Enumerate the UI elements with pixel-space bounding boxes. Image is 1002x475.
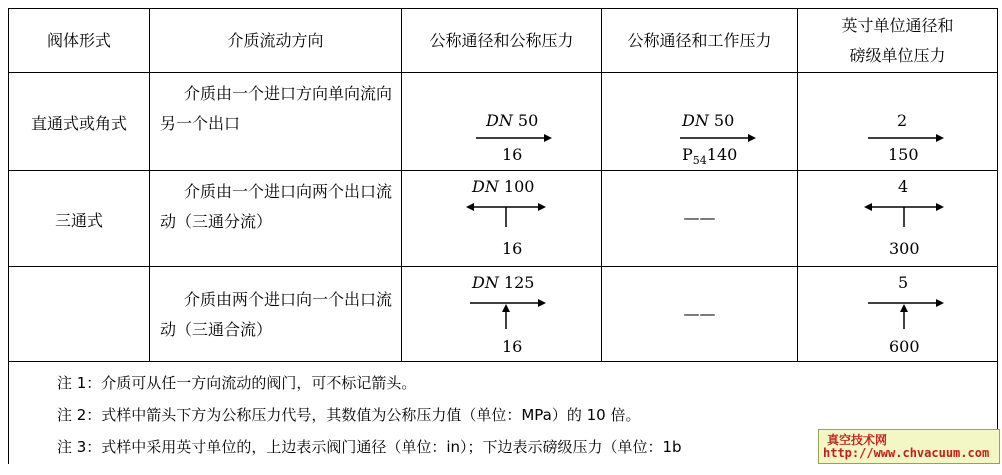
- working-pressure: $P_{54}140$: [682, 145, 738, 168]
- not-applicable: ——: [683, 304, 716, 323]
- dn-label: DN: [472, 273, 499, 292]
- dn-value: 125: [503, 273, 535, 292]
- nominal-cell: [401, 73, 601, 171]
- body-type-cell: [9, 267, 149, 362]
- imperial-class: 600: [889, 337, 920, 356]
- working-cell: [601, 171, 797, 267]
- note-3: 注 3：式样中采用英寸单位的，上边表示阀门通径（单位：in）；下边表示磅级压力（单位：1b: [57, 438, 682, 456]
- dn-label: DN: [472, 177, 499, 196]
- pn-value: 16: [502, 239, 523, 258]
- dn-value: 50: [713, 111, 735, 130]
- dn-label: DN: [682, 111, 709, 130]
- merge-arrow-icon: [864, 295, 944, 331]
- pn-value: 16: [502, 145, 523, 164]
- watermark-title: 真空技术网: [827, 433, 888, 447]
- header-flow-direction: 介质流动方向: [149, 9, 401, 72]
- imperial-class: 150: [888, 145, 919, 164]
- nominal-cell: [401, 171, 601, 267]
- split-arrow-icon: [466, 199, 546, 229]
- dn-value: 50: [517, 111, 539, 130]
- right-arrow-icon: [678, 131, 758, 145]
- flow-description: 介质由一个进口向两个出口流动（三通分流）: [149, 171, 401, 267]
- body-type-cell: 直通式或角式: [30, 113, 127, 133]
- split-arrow-icon: [864, 199, 944, 229]
- header-nominal: 公称通径和公称压力: [401, 9, 601, 72]
- header-body-type: 阀体形式: [46, 30, 111, 50]
- right-arrow-icon: [866, 131, 946, 145]
- note-1: 注 1：介质可从任一方向流动的阀门，可不标记箭头。: [57, 374, 417, 392]
- table-row: [9, 72, 997, 171]
- imperial-size: 4: [898, 177, 909, 196]
- imperial-cell: [797, 267, 997, 362]
- imperial-size: 5: [898, 273, 909, 292]
- valve-marking-table: [8, 8, 998, 464]
- not-applicable: ——: [683, 208, 716, 227]
- imperial-size: 2: [897, 111, 908, 130]
- watermark-logo: [818, 429, 1000, 464]
- header-imperial: 英寸单位通径和磅级单位压力: [797, 9, 997, 72]
- body-type-cell: 三通式: [54, 210, 103, 230]
- table-row: [9, 266, 997, 362]
- note-2: 注 2：式样中箭头下方为公称压力代号，其数值为公称压力值（单位：MPa）的 10 倍。: [57, 406, 641, 424]
- pn-value: 16: [502, 337, 523, 356]
- imperial-class: 300: [889, 239, 920, 258]
- flow-description: 介质由两个进口向一个出口流动（三通合流）: [149, 267, 401, 362]
- watermark-url: http://www.chvacuum.com: [823, 446, 990, 460]
- dn-label: DN: [486, 111, 513, 130]
- table-row: [9, 170, 997, 267]
- flow-description: 介质由一个进口方向单向流向另一个出口: [149, 73, 401, 171]
- imperial-cell: [797, 73, 997, 171]
- merge-arrow-icon: [466, 295, 546, 331]
- header-row: [9, 9, 997, 72]
- dn-value: 100: [503, 177, 535, 196]
- working-cell: [601, 267, 797, 362]
- right-arrow-icon: [474, 131, 554, 145]
- imperial-cell: [797, 171, 997, 267]
- working-cell: [601, 73, 797, 171]
- nominal-cell: [401, 267, 601, 362]
- header-working: 公称通径和工作压力: [601, 9, 797, 72]
